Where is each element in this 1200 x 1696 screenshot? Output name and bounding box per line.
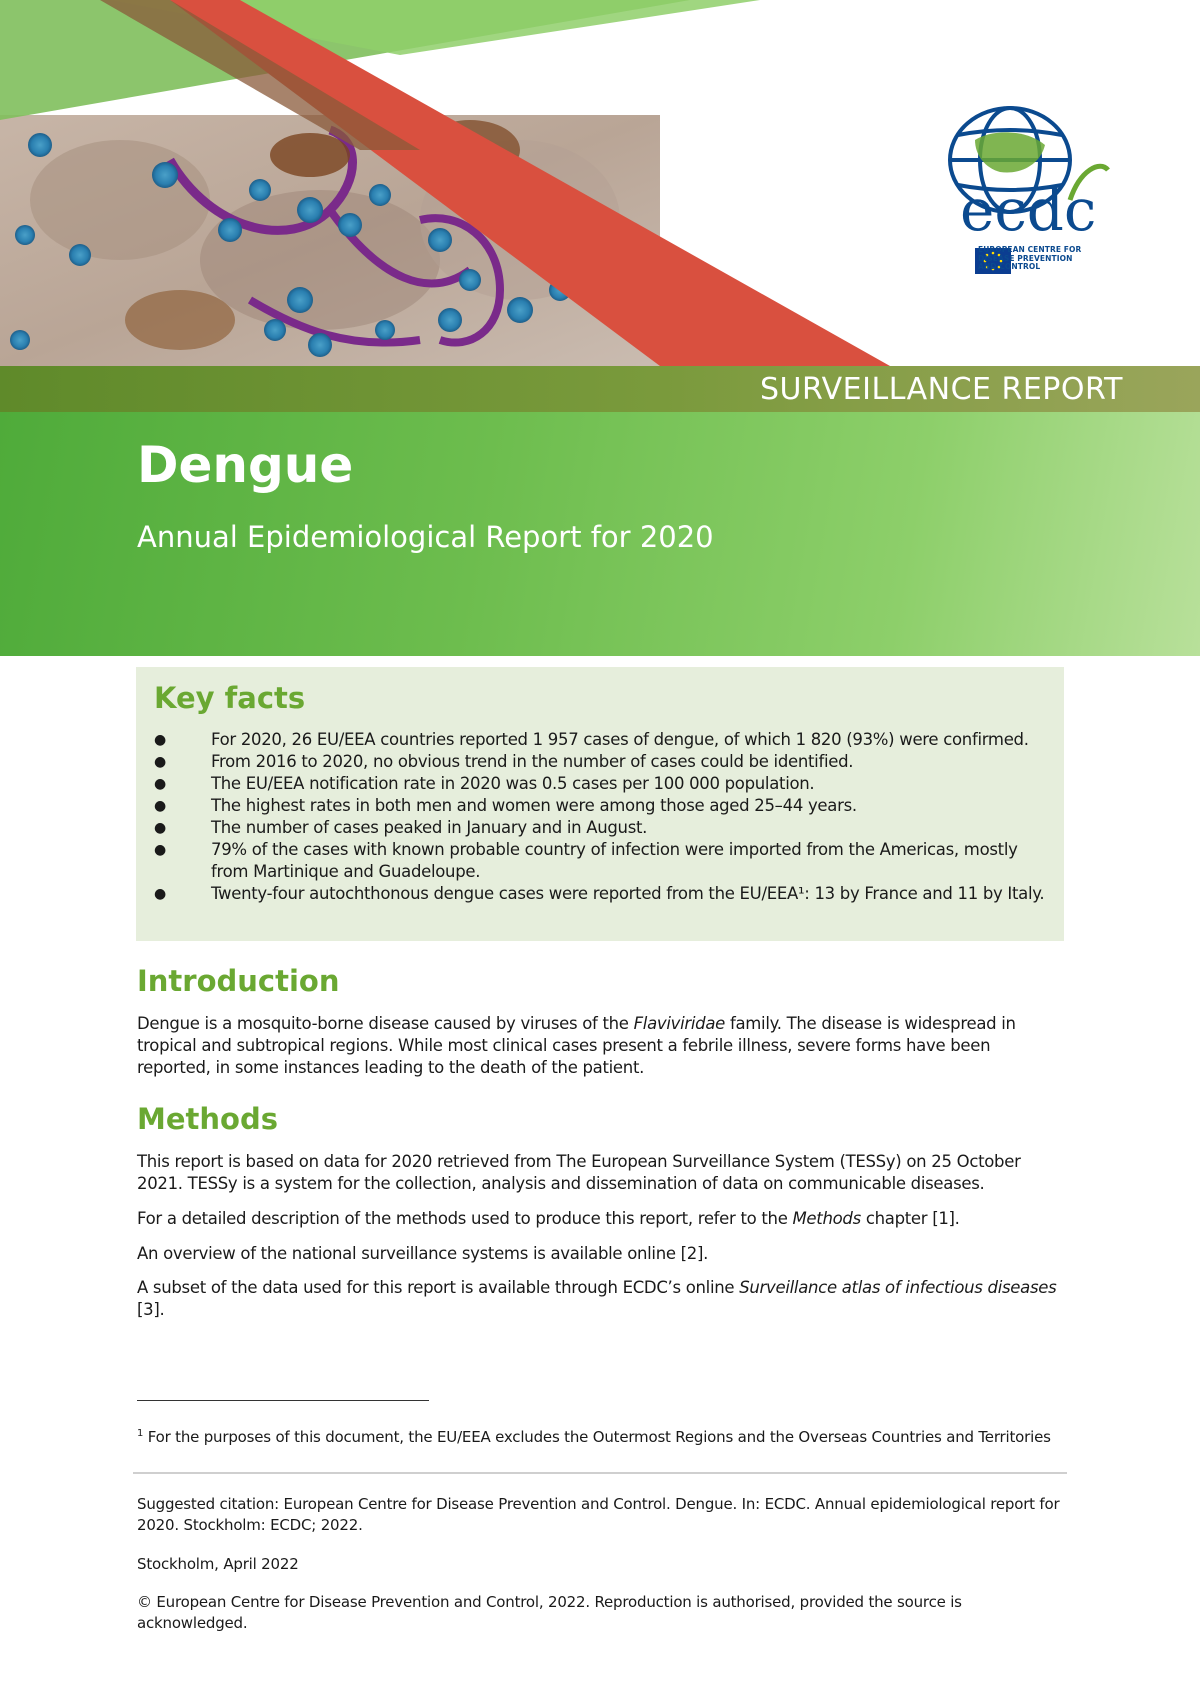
report-type-bar [0, 366, 1200, 412]
methods-heading: Methods [137, 1102, 278, 1136]
suggested-citation: Suggested citation: European Centre for Disease Prevention and Control. Dengue. In: ECDC. Annual epidemiological report for 2020. Stockholm: ECDC; 2022. [137, 1495, 1060, 1534]
key-fact-item: ● From 2016 to 2020, no obvious trend in the number of cases could be identified. [154, 752, 854, 771]
methods-paragraph-3: An overview of the national surveillance systems is available online [2]. [137, 1244, 709, 1263]
key-facts-box [136, 667, 1064, 941]
copyright-notice: © European Centre for Disease Prevention and Control, 2022. Reproduction is authorised, provided the source is acknowledged. [137, 1593, 962, 1632]
document-title: Dengue [137, 436, 354, 494]
methods-paragraph-4: A subset of the data used for this report is available through ECDC’s online Surveillance atlas of infectious diseases [3]. [137, 1278, 1057, 1319]
document-subtitle: Annual Epidemiological Report for 2020 [137, 520, 714, 554]
key-fact-item: ● For 2020, 26 EU/EEA countries reported 1 957 cases of dengue, of which 1 820 (93%) were confirmed. [154, 730, 1029, 749]
logo-wordmark: ecdc [960, 176, 1097, 244]
key-fact-item: ● The number of cases peaked in January and in August. [154, 818, 648, 837]
key-fact-item: ● The EU/EEA notification rate in 2020 was 0.5 cases per 100 000 population. [154, 774, 815, 793]
methods-paragraph-2: For a detailed description of the methods used to produce this report, refer to the Methods chapter [1]. [137, 1209, 960, 1228]
title-panel [0, 412, 1200, 656]
key-fact-item: ● 79% of the cases with known probable country of infection were imported from the Americas, mostly from Martinique and Guadeloupe. [154, 840, 1018, 881]
key-facts-heading: Key facts [154, 681, 306, 715]
introduction-heading: Introduction [137, 964, 340, 998]
key-fact-item: ● The highest rates in both men and women were among those aged 25–44 years. [154, 796, 857, 815]
footer-divider [133, 1472, 1067, 1474]
introduction-paragraph: Dengue is a mosquito-borne disease caused by viruses of the Flaviviridae family. The disease is widespread in tropical and subtropical regions. While most clinical cases present a febrile illness, severe forms have been reported, in some instances leading to the death of the patient. [137, 1014, 1016, 1077]
header-banner [0, 0, 1200, 366]
place-date: Stockholm, April 2022 [137, 1555, 299, 1573]
footnote: $^1$ For the purposes of this document, the EU/EEA excludes the Outermost Regions and the Overseas Countries and Territories [137, 1428, 1051, 1446]
methods-paragraph-1: This report is based on data for 2020 retrieved from The European Surveillance System (TESSy) on 25 October 2021. TESSy is a system for the collection, analysis and dissemination of data on communicable diseases. [137, 1152, 1021, 1193]
logo-tagline: EUROPEAN CENTRE FOR DISEASE PREVENTION AND CONTROL [978, 245, 1082, 271]
key-facts-list [154, 729, 1046, 905]
key-fact-item: ● Twenty-four autochthonous dengue cases were reported from the EU/EEA¹: 13 by France and 11 by Italy. [154, 884, 1045, 903]
footnote-divider [137, 1400, 429, 1401]
report-type-label: SURVEILLANCE REPORT [759, 372, 1123, 407]
